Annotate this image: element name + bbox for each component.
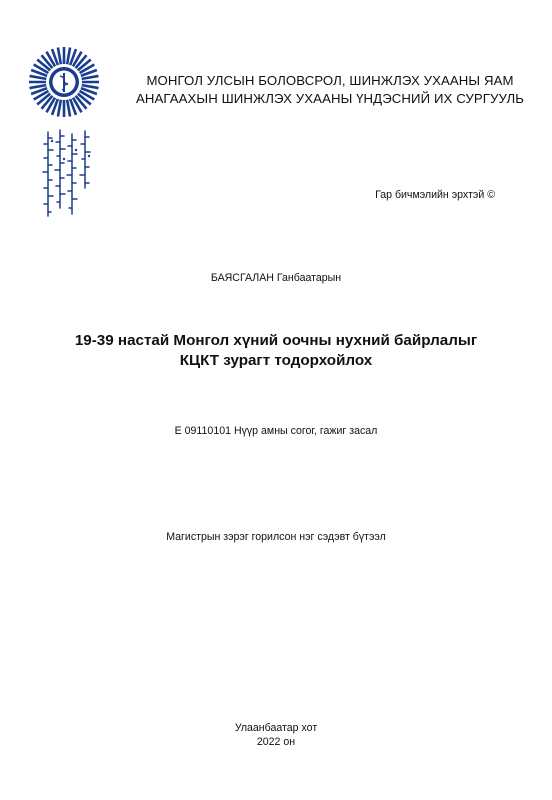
specialty-code: Е 09110101 Нүүр амны согог, гажиг засал [174,425,378,437]
logo-ray [58,100,61,117]
author-name: БАЯСГАЛАН Ганбаатарын [210,272,342,284]
thesis-title-line-1: 19-39 настай Монгол хүний оочны нухний байрлалыг [74,332,478,349]
logo-ray [58,48,61,65]
place-and-year [0,721,552,749]
degree-statement: Магистрын зэрэг горилсон нэг сэдэвт бүтээл [166,531,386,543]
copyright-note: Гар бичмэлийн эрхтэй © [375,189,495,201]
logo-ray [30,85,47,88]
logo-ray [30,76,47,79]
thesis-title [0,331,552,371]
logo-ray [67,100,70,117]
university-name: АНАГААХЫН ШИНЖЛЭХ УХААНЫ ҮНДЭСНИЙ ИХ СУРГУУЛЬ [135,91,525,106]
logo-ray [82,85,99,88]
logo-ray [82,76,99,79]
city: Улаанбаатар хот [234,722,318,734]
mongolian-script-icon [36,128,98,220]
year: 2022 он [256,736,296,748]
thesis-title-line-2: КЦКТ зурагт тодорхойлох [179,352,373,369]
logo-ray [67,48,70,65]
institution-header [120,72,540,108]
ministry-name: МОНГОЛ УЛСЫН БОЛОВСРОЛ, ШИНЖЛЭХ УХААНЫ ЯАМ [146,73,514,88]
university-logo-icon [27,45,101,119]
